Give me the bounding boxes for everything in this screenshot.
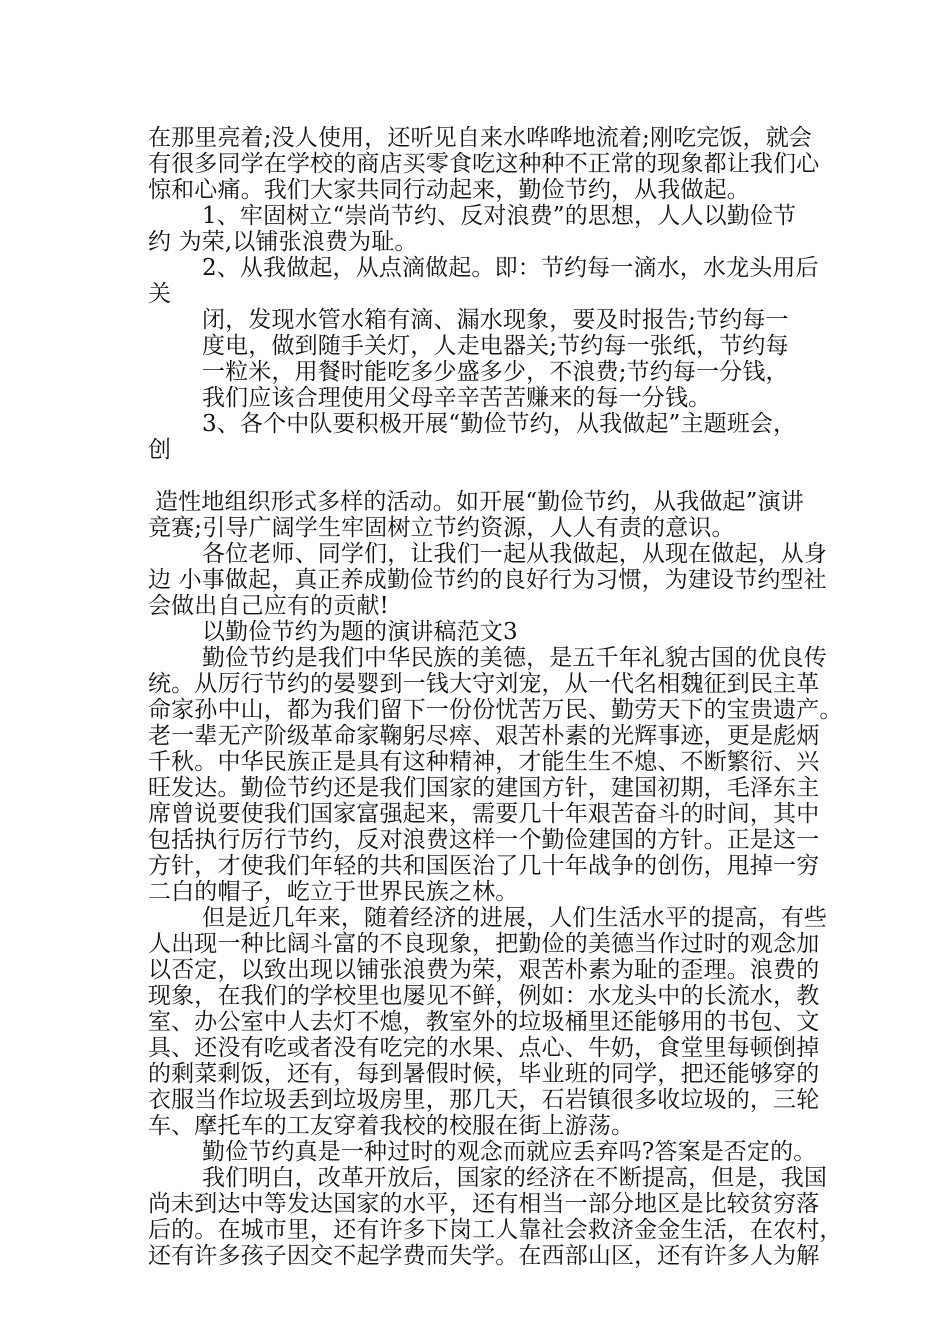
text-line: 有很多同学在学校的商店买零食吃这种种不正常的现象都让我们心 — [148, 151, 820, 177]
text-line: 边 小事做起，真正养成勤俭节约的良好行为习惯，为建设节约型社 — [148, 567, 827, 593]
text-line: 关 — [148, 281, 172, 307]
text-line: 尚未到达中等发达国家的水平，还有相当一部分地区是比较贫穷落 — [148, 1191, 820, 1217]
text-line: 二白的帽子，屹立于世界民族之林。 — [148, 879, 519, 905]
text-line: 具、还没有吃或者没有吃完的水果、点心、牛奶，食堂里每顿倒掉 — [148, 1035, 820, 1061]
text-line: 旺发达。勤俭节约还是我们国家的建国方针，建国初期，毛泽东主 — [148, 775, 820, 801]
text-line: 在那里亮着;没人使用，还听见自来水哗哗地流着;刚吃完饭，就会 — [148, 125, 812, 151]
text-line: 车、摩托车的工友穿着我校的校服在街上游荡。 — [148, 1113, 635, 1139]
text-line: 但是近几年来，随着经济的进展，人们生活水平的提高，有些 — [202, 905, 828, 931]
text-line: 竞赛;引导广阔学生牢固树立节约资源，人人有责的意识。 — [148, 515, 735, 541]
text-line: 勤俭节约是我们中华民族的美德，是五千年礼貌古国的优良传 — [202, 645, 828, 671]
text-line: 室、办公室中人去灯不熄，教室外的垃圾桶里还能够用的书包、文 — [148, 1009, 820, 1035]
text-line: 老一辈无产阶级革命家鞠躬尽瘁、艰苦朴素的光辉事迹，更是彪炳 — [148, 723, 820, 749]
text-line: 造性地组织形式多样的活动。如开展“勤俭节约，从我做起”演讲 — [155, 489, 804, 515]
text-line: 各位老师、同学们，让我们一起从我做起，从现在做起，从身 — [202, 541, 828, 567]
text-line: 以否定，以致出现以铺张浪费为荣，艰苦朴素为耻的歪理。浪费的 — [148, 957, 820, 983]
text-line: 度电，做到随手关灯，人走电器关;节约每一张纸，节约每 — [202, 333, 789, 359]
text-line: 席曾说要使我们国家富强起来，需要几十年艰苦奋斗的时间，其中 — [148, 801, 820, 827]
text-line: 后的。在城市里，还有许多下岗工人靠社会救济金金生活，在农村， — [148, 1217, 843, 1243]
text-line: 我们应该合理使用父母辛辛苦苦赚来的每一分钱。 — [202, 385, 712, 411]
text-line: 闭，发现水管水箱有滴、漏水现象，要及时报告;节约每一 — [202, 307, 789, 333]
text-line: 3、各个中队要积极开展“勤俭节约，从我做起”主题班会， — [202, 411, 797, 437]
text-line: 创 — [148, 437, 172, 463]
text-line: 勤俭节约真是一种过时的观念而就应丢弃吗?答案是否定的。 — [202, 1139, 817, 1165]
text-line: 命家孙中山，都为我们留下一份份忧苦万民、勤劳天下的宝贵遗产。 — [148, 697, 843, 723]
text-line: 会做出自己应有的贡献! — [148, 593, 389, 619]
text-line: 千秋。中华民族正是具有这种精神，才能生生不熄、不断繁衍、兴 — [148, 749, 820, 775]
text-line: 包括执行厉行节约，反对浪费这样一个勤俭建国的方针。正是这一 — [148, 827, 820, 853]
text-line: 方针，才使我们年轻的共和国医治了几十年战争的创伤，甩掉一穷 — [148, 853, 820, 879]
text-line: 现象，在我们的学校里也屡见不鲜，例如：水龙头中的长流水，教 — [148, 983, 820, 1009]
text-line: 1、牢固树立“崇尚节约、反对浪费”的思想，人人以勤俭节 — [202, 203, 797, 229]
text-line: 2、从我做起，从点滴做起。即：节约每一滴水，水龙头用后 — [202, 255, 819, 281]
text-line: 还有许多孩子因交不起学费而失学。在西部山区，还有许多人为解 — [148, 1243, 820, 1269]
text-line: 一粒米，用餐时能吃多少盛多少，不浪费;节约每一分钱， — [202, 359, 789, 385]
text-line: 人出现一种比阔斗富的不良现象，把勤俭的美德当作过时的观念加 — [148, 931, 820, 957]
text-line: 统。从厉行节约的晏婴到一钱大守刘宠，从一代名相魏征到民主革 — [148, 671, 820, 697]
text-line: 我们明白，改革开放后，国家的经济在不断提高，但是，我国 — [202, 1165, 828, 1191]
text-line: 的剩菜剩饭，还有，每到暑假时候，毕业班的同学，把还能够穿的 — [148, 1061, 820, 1087]
text-line: 约 为荣,以铺张浪费为耻。 — [148, 229, 418, 255]
section-heading: 以勤俭节约为题的演讲稿范文3 — [202, 619, 518, 645]
text-line: 惊和心痛。我们大家共同行动起来，勤俭节约，从我做起。 — [148, 177, 750, 203]
text-line: 衣服当作垃圾丢到垃圾房里，那几天，石岩镇很多收垃圾的，三轮 — [148, 1087, 820, 1113]
